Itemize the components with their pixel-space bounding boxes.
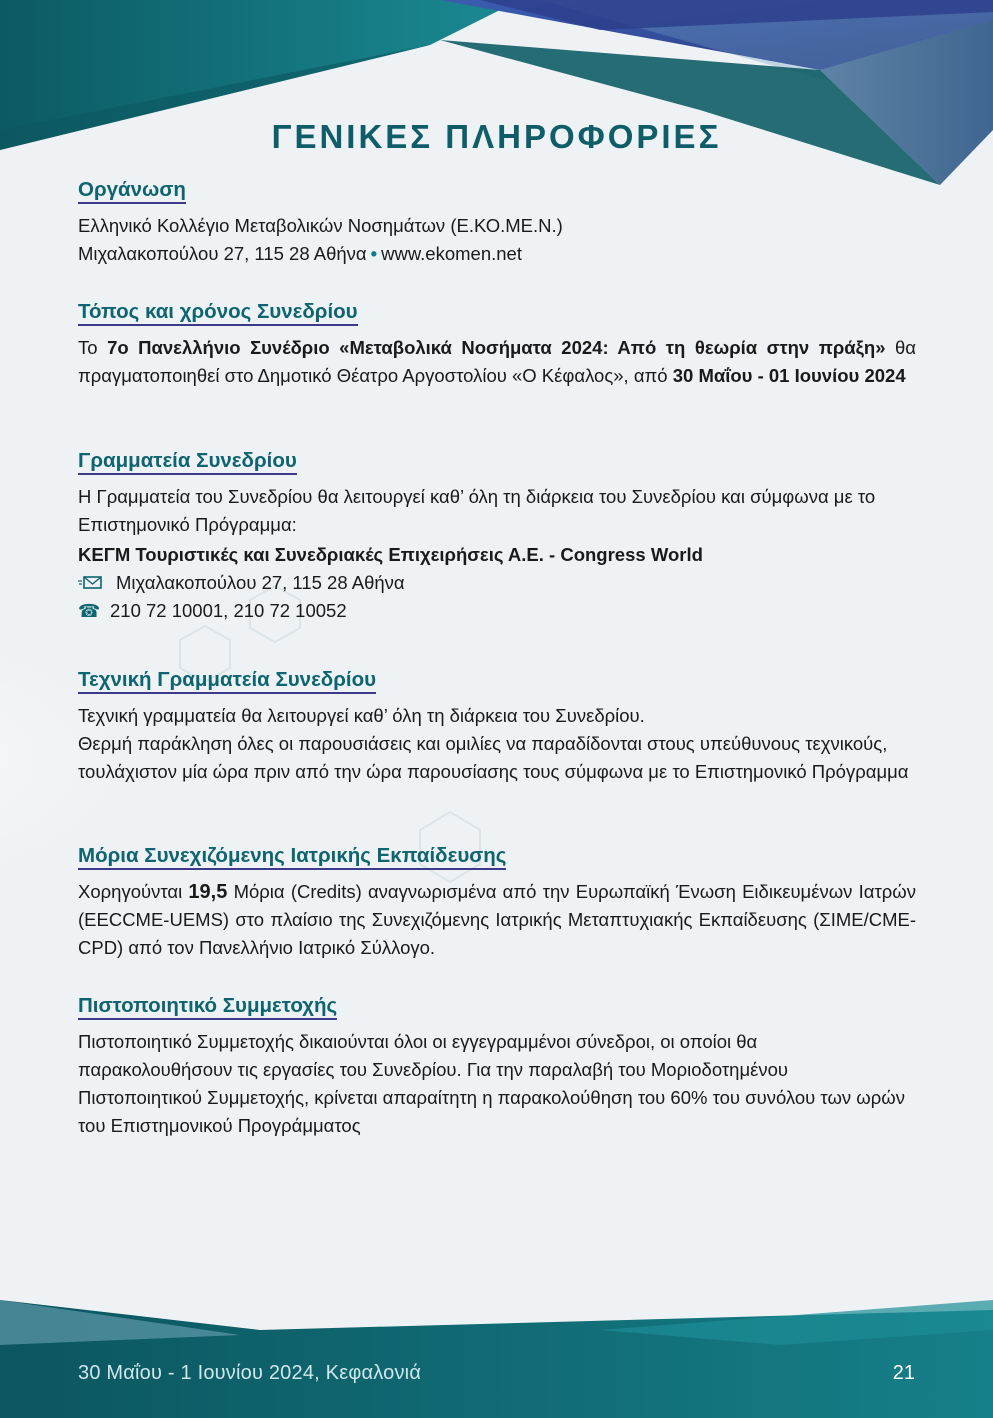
cme-heading: Μόρια Συνεχιζόμενης Ιατρικής Εκπαίδευσης [78,844,506,870]
bullet-separator: • [370,243,378,264]
secretariat-address: Μιχαλακοπούλου 27, 115 28 Αθήνα [116,572,405,593]
organization-name: Ελληνικό Κολλέγιο Μεταβολικών Νοσημάτων (Ε.ΚΟ.ΜΕ.Ν.) [78,215,563,236]
secretariat-company: ΚΕΓΜ Τουριστικές και Συνεδριακές Επιχειρήσεις Α.Ε. - Congress World [78,544,703,565]
congress-dates: 30 Μαΐου - 01 Ιουνίου 2024 [672,365,906,386]
organization-address: Μιχαλακοπούλου 27, 115 28 Αθήνα [78,243,367,264]
venue-heading: Τόπος και χρόνος Συνεδρίου [78,300,358,326]
secretariat-text: Η Γραμματεία του Συνεδρίου θα λειτουργεί καθ’ όλη τη διάρκεια του Συνεδρίου και σύμφωνα με το Επιστημονικό Πρόγραμμα: [78,486,876,535]
telephone-icon: ☎ [78,601,101,621]
organization-website-link[interactable]: www.ekomen.net [381,243,522,264]
venue-text [78,334,916,390]
footer-dates-location: 30 Μαΐου - 1 Ιουνίου 2024, Κεφαλονιά [78,1362,422,1384]
cme-section [78,844,916,962]
technical-heading: Τεχνική Γραμματεία Συνεδρίου [78,668,376,694]
cme-text-part: Χορηγούνται [78,881,189,902]
organization-heading: Οργάνωση [78,178,186,204]
technical-section [78,668,916,786]
organization-section [78,178,916,268]
secretariat-heading: Γραμματεία Συνεδρίου [78,449,297,475]
venue-text-part: θα πραγματοποιηθεί στο Δημοτικό Θέατρο Αργοστολίου «Ο Κέφαλος», από [78,337,917,386]
cme-credits: 19,5 [188,881,228,903]
secretariat-phone-row [78,597,916,625]
secretariat-section [78,449,916,625]
technical-line1: Τεχνική γραμματεία θα λειτουργεί καθ’ όλη τη διάρκεια του Συνεδρίου. [78,705,645,726]
technical-line2: Θερμή παράκληση όλες οι παρουσιάσεις και ομιλίες να παραδίδονται στους υπεύθυνους τεχνικούς, τουλάχιστον μία ώρα πριν από την ώρα παρουσίασης τους σύμφωνα με το Επιστημονικό Πρόγραμμα [78,733,909,782]
page-title: ΓΕΝΙΚΕΣ ΠΛΗΡΟΦΟΡΙΕΣ [271,118,722,155]
venue-section [78,300,916,390]
cme-text [78,878,916,962]
secretariat-address-row [78,569,916,597]
venue-text-part: Το [78,337,108,358]
certificate-heading: Πιστοποιητικό Συμμετοχής [78,994,337,1020]
certificate-section [78,994,916,1140]
certificate-text: Πιστοποιητικό Συμμετοχής δικαιούνται όλοι οι εγγεγραμμένοι σύνεδροι, οι οποίοι θα παρακολουθήσουν τις εργασίες του Συνεδρίου. Για την παραλαβή του Μοριοδοτημένου Πιστοποιητικού Συμμετοχής, κρίνεται απαραίτητη η παρακολούθηση του 60% του συνόλου των ωρών του Επιστημονικού Προγράμματος [78,1031,905,1136]
envelope-icon [78,573,104,593]
cme-text-part: Μόρια (Credits) αναγνωρισμένα από την Ευρωπαϊκή Ένωση Ειδικευμένων Ιατρών (EECCME-UEMS) στο πλαίσιο της Συνεχιζόμενης Ιατρικής Μεταπτυχιακής Εκπαίδευσης (ΣΙΜΕ/CME-CPD) από τον Πανελλήνιο Ιατρικό Σύλλογο. [78,881,916,958]
congress-name: 7ο Πανελλήνιο Συνέδριο «Μεταβολικά Νοσήματα 2024: Από τη θεωρία στην πράξη» [107,337,886,358]
organization-contact [78,240,916,268]
secretariat-phones: 210 72 10001, 210 72 10052 [110,600,347,621]
footer-page-number: 21 [892,1362,915,1384]
